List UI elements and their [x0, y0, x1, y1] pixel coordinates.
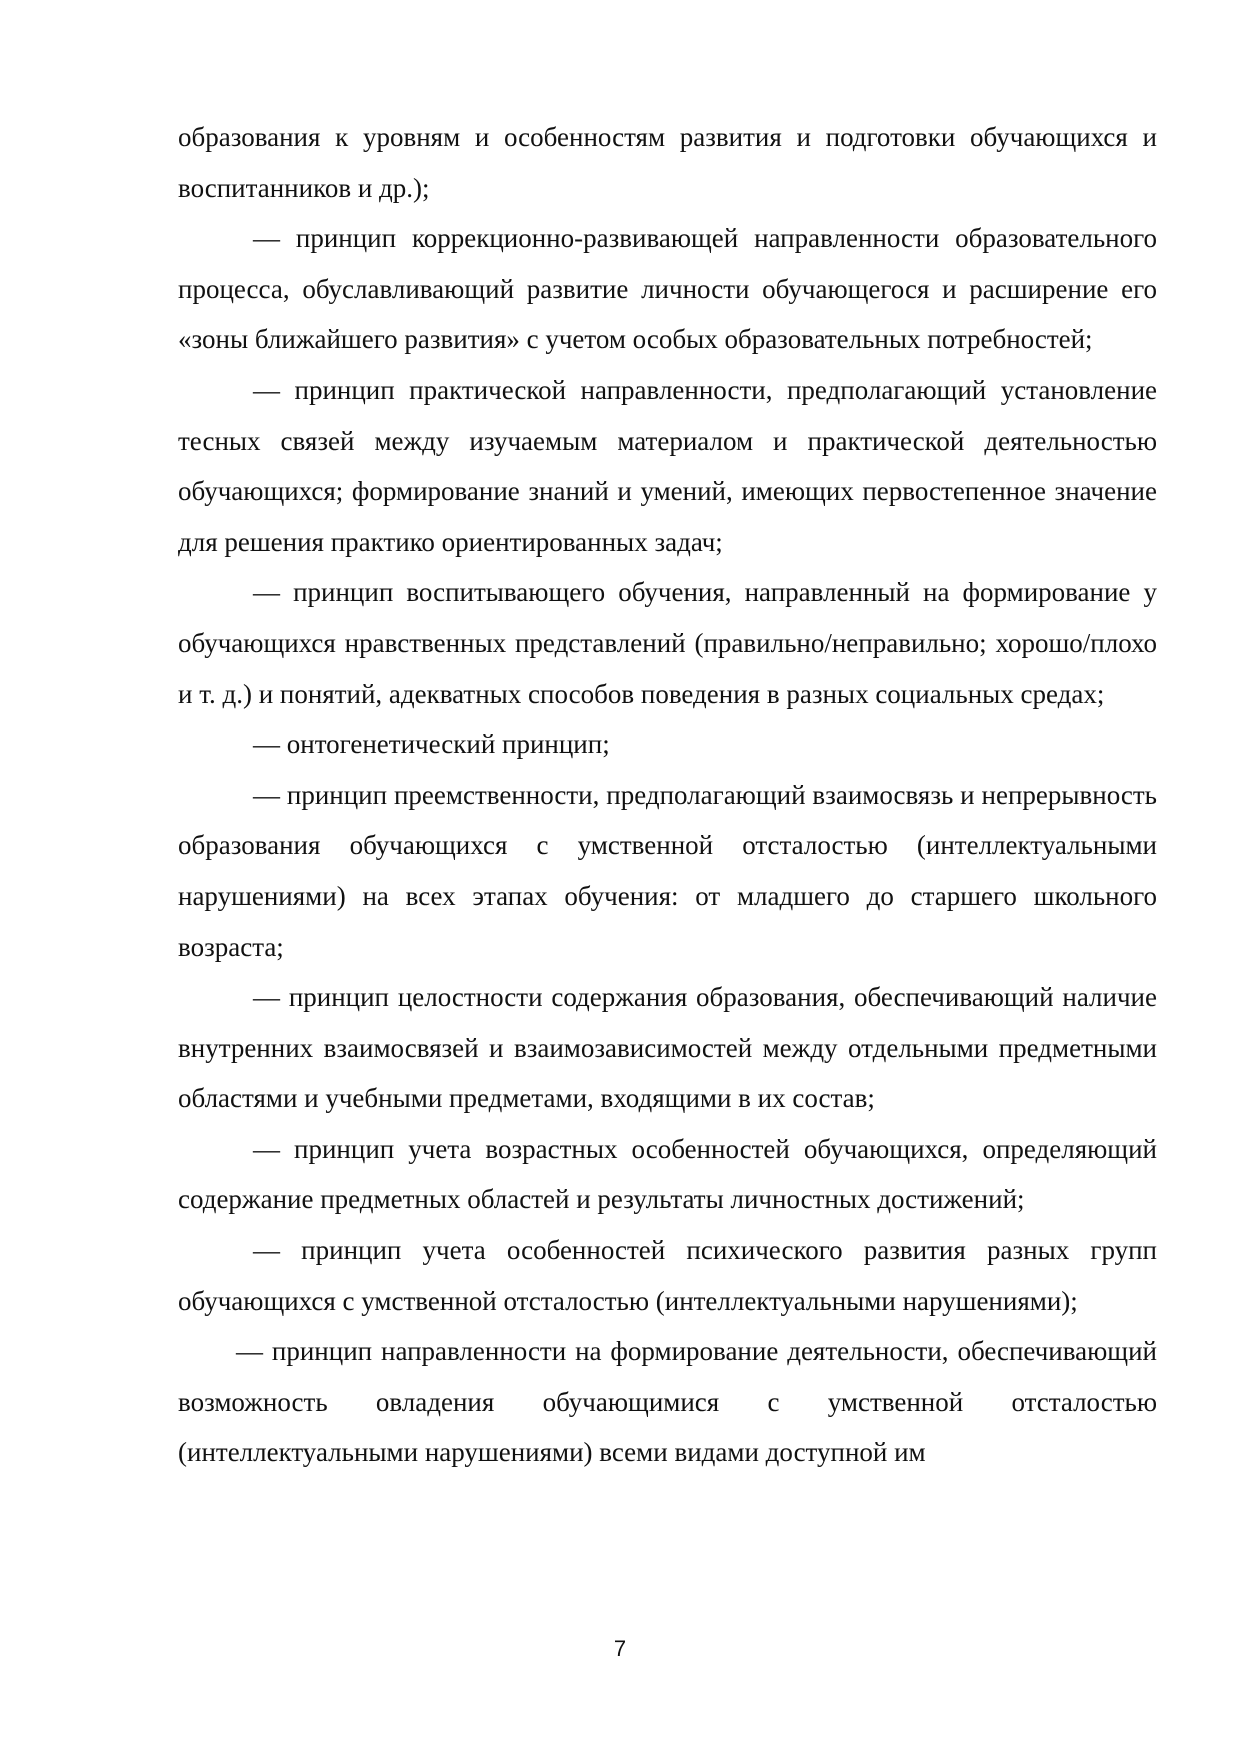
paragraph-correction-principle: — принцип коррекционно-развивающей направленности образовательного процесса, обуславливающий развитие личности обучающегося и расширение его «зоны ближайшего развития» с учетом особых образовательных потребностей;: [178, 223, 1157, 355]
paragraph-continuity-principle: — принцип преемственности, предполагающий взаимосвязь и непрерывность образования обучающихся с умственной отсталостью (интеллектуальными нарушениями) на всех этапах обучения: от младшего до старшего школьного возраста;: [178, 779, 1157, 962]
paragraph-integrity-principle: — принцип целостности содержания образования, обеспечивающий наличие внутренних взаимосвязей и взаимозависимостей между отдельными предметными областями и учебными предметами, входящими в их состав;: [178, 982, 1157, 1114]
page-number: 7: [613, 1636, 627, 1661]
paragraph-educating-principle: — принцип воспитывающего обучения, направленный на формирование у обучающихся нравственных представлений (правильно/неправильно; хорошо/плохо и т. д.) и понятий, адекватных способов поведения в разных социальных средах;: [178, 577, 1157, 709]
paragraph-practical-principle: — принцип практической направленности, предполагающий установление тесных связей между изучаемым материалом и практической деятельностью обучающихся; формирование знаний и умений, имеющих первостепенное значение для решения практико ориентированных задач;: [178, 374, 1157, 557]
paragraph-ontogenetic-principle: — онтогенетический принцип;: [253, 729, 610, 760]
paragraph-activity-principle: — принцип направленности на формирование деятельности, обеспечивающий возможность овладения обучающимися с умственной отсталостью (интеллектуальными нарушениями) всеми видами доступной им: [178, 1336, 1157, 1468]
paragraph-continuation: образования к уровням и особенностям развития и подготовки обучающихся и воспитанников и др.);: [178, 122, 1157, 203]
text-body: [178, 112, 1157, 1478]
paragraph-mental-development-principle: — принцип учета особенностей психического развития разных групп обучающихся с умственной отсталостью (интеллектуальными нарушениями);: [178, 1235, 1157, 1316]
paragraph-age-principle: — принцип учета возрастных особенностей обучающихся, определяющий содержание предметных областей и результаты личностных достижений;: [178, 1133, 1157, 1215]
